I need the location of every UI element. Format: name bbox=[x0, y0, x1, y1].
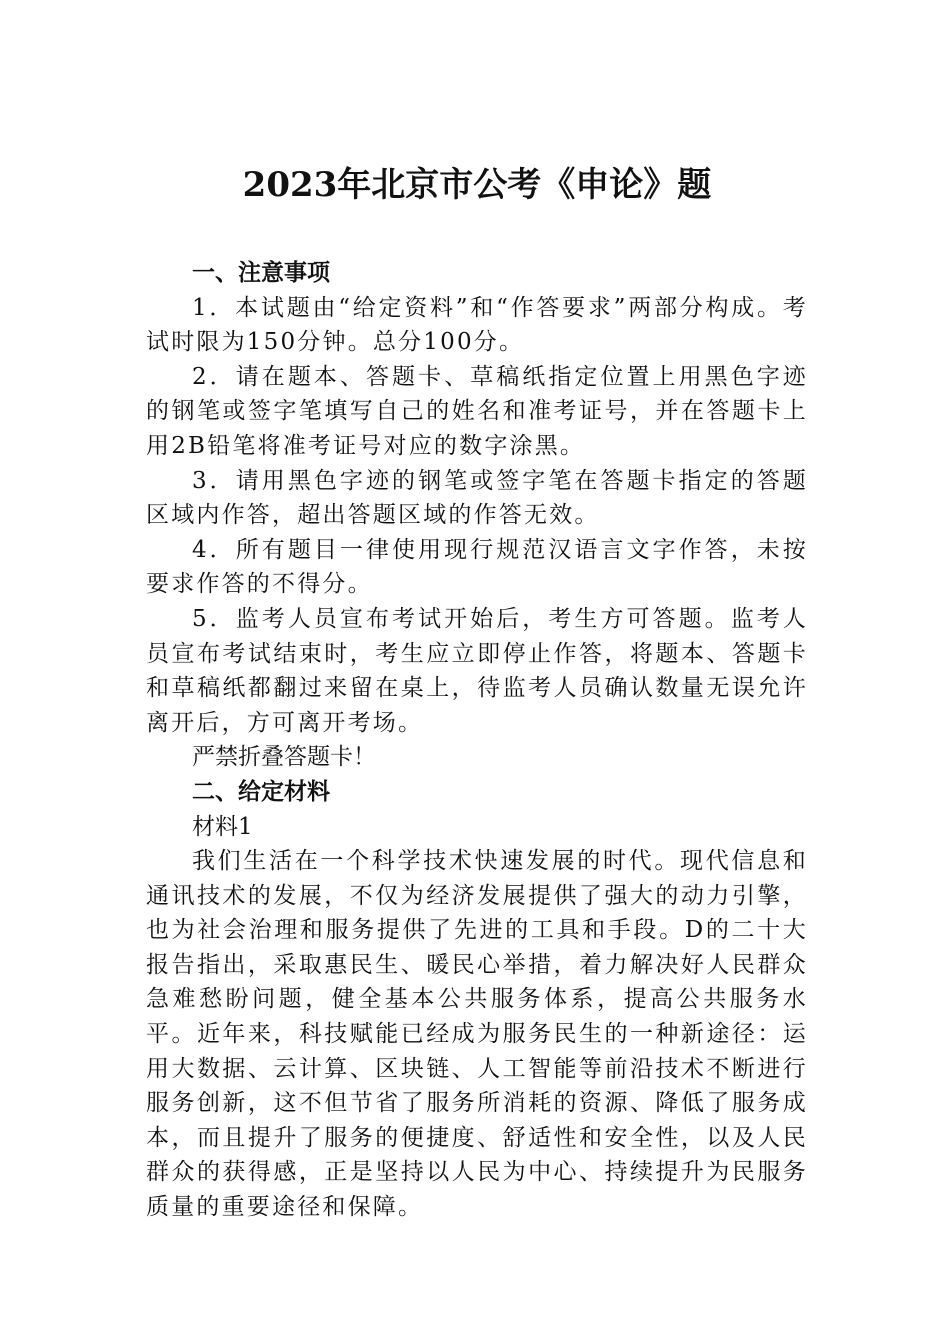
material-paragraph: 我们生活在一个科学技术快速发展的时代。现代信息和通讯技术的发展，不仅为经济发展提供了强大的动力引擎，也为社会治理和服务提供了先进的工具和手段。D的二十大报告指出，采取惠民生、暖民心举措，着力解决好人民群众急难愁盼问题，健全基本公共服务体系，提高公共服务水平。近年来，科技赋能已经成为服务民生的一种新途径：运用大数据、云计算、区块链、人工智能等前沿技术不断进行服务创新，这不但节省了服务所消耗的资源、降低了服务成本，而且提升了服务的便捷度、舒适性和安全性，以及人民群众的获得感，正是坚持以人民为中心、持续提升为民服务质量的重要途径和保障。 bbox=[146, 848, 808, 1221]
material-label: 材料1 bbox=[192, 813, 253, 840]
section-heading-notes: 一、注意事项 bbox=[192, 259, 330, 286]
notice-item-5: 5．监考人员宣布考试开始后，考生方可答题。监考人员宣布考试结束时，考生应立即停止作答，将题本、答题卡和草稿纸都翻过来留在桌上，待监考人员确认数量无误允许离开后，方可离开考场。 bbox=[146, 605, 808, 736]
notice-item-1: 1．本试题由“给定资料”和“作答要求”两部分构成。考试时限为150分钟。总分100分。 bbox=[146, 294, 808, 356]
notice-item-4: 4．所有题目一律使用现行规范汉语言文字作答，未按要求作答的不得分。 bbox=[146, 536, 808, 598]
warning-text: 严禁折叠答题卡！ bbox=[192, 744, 376, 771]
notice-item-3: 3．请用黑色字迹的钢笔或签字笔在答题卡指定的答题区域内作答，超出答题区域的作答无效。 bbox=[146, 467, 808, 529]
notice-item-2: 2．请在题本、答题卡、草稿纸指定位置上用黑色字迹的钢笔或签字笔填写自己的姓名和准考证号，并在答题卡上用2B铅笔将准考证号对应的数字涂黑。 bbox=[146, 363, 808, 459]
document-body bbox=[146, 256, 808, 1225]
section-heading-materials: 二、给定材料 bbox=[192, 777, 330, 805]
page-title: 2023年北京市公考《申论》题 bbox=[242, 165, 712, 205]
